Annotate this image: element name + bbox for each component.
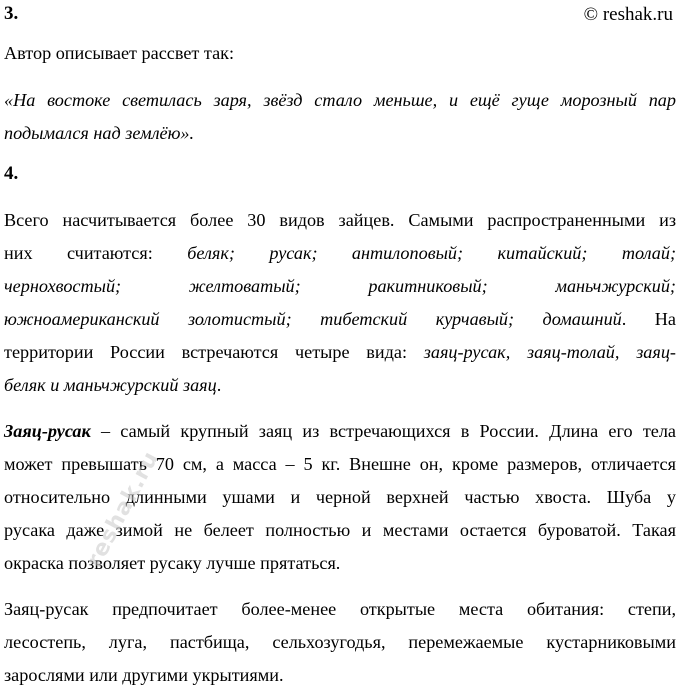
task-3-intro: Автор описывает рассвет так:: [4, 43, 235, 63]
task-4-para1-line-1: Всего насчитывается более 30 видов зайцев. Самыми распространенными из: [4, 210, 676, 230]
task-4-para1-line-4: [4, 308, 676, 330]
task-4-para3-line-2: лесостепь, луга, пастбища, сельхозугодья, перемежаемые кустарниковыми: [4, 632, 676, 652]
task-4-para1-line-3: чернохвостый; желтоватый; ракитниковый; маньчжурский;: [4, 276, 676, 296]
text-run: . На: [621, 309, 676, 329]
text-run: – самый крупный заяц из встречающихся в России. Длина его тела: [90, 421, 676, 441]
task-4-para3-line-1: Заяц-русак предпочитает более-менее открытые места обитания: степи,: [4, 599, 676, 619]
task-4-para2-line-4: русака даже зимой не белеет полностью и местами остается буроватой. Такая: [4, 520, 676, 540]
text-run: .: [216, 375, 222, 395]
species-list-run: южноамериканский золотистый; тибетский курчавый; домашний: [4, 309, 622, 329]
text-run: них считаются:: [4, 243, 153, 263]
task-3-quote-line-1: «На востоке светилась заря, звёзд стало меньше, и ещё гуще морозный пар: [4, 90, 676, 110]
task-4-para1-line-2: [4, 242, 676, 264]
watermark: reshak.ru: [82, 447, 165, 572]
para-title: Заяц-русак: [4, 421, 91, 441]
task-4-para1-line-6: [4, 374, 676, 396]
task-4-para2-line-3: относительно длинными ушами и черной верхней частью хвоста. Шуба у: [4, 487, 676, 507]
species-list-run: беляк и маньчжурский заяц: [4, 375, 217, 395]
site-mark: © reshak.ru: [583, 4, 673, 25]
task-4-para2-line-5: окраска позволяет русаку лучше прятаться.: [4, 553, 341, 573]
species-list-run: заяц-русак, заяц-толай, заяц-: [423, 342, 676, 362]
task-3-quote-line-2: подымался над землёю».: [4, 123, 195, 143]
text-run: территории России встречаются четыре вида:: [4, 342, 407, 362]
task-4-para2-line-2: может превышать 70 см, а масса – 5 кг. Внешне он, кроме размеров, отличается: [4, 454, 676, 474]
task-4-para1-line-5: [4, 341, 676, 363]
task-3-number: 3.: [4, 3, 19, 24]
task-4-number: 4.: [4, 163, 19, 184]
task-4-para2-line-1: [4, 420, 676, 442]
species-list-run: беляк; русак; антилоповый; китайский; толай;: [187, 243, 677, 263]
task-4-para3-line-3: зарослями или другими укрытиями.: [4, 665, 284, 685]
